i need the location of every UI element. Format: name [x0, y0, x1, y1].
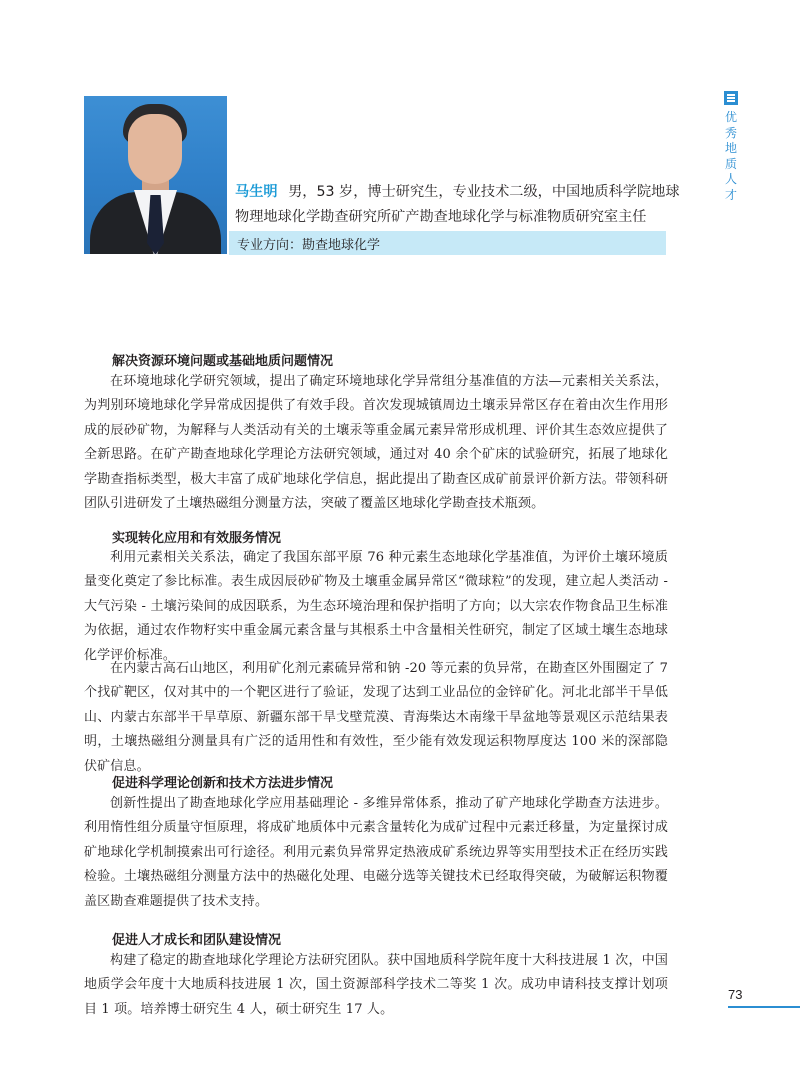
section-paragraph: 构建了稳定的勘查地球化学理论方法研究团队。获中国地质科学院年度十大科技进展 1 次，中国地质学会年度十大地质科技进展 1 次，国土资源部科学技术二等奖 1 次。成功申请科技支撑计划项目 1 项。培养博士研究生 4 人，硕士研究生 17 人。 — [84, 953, 668, 1017]
section-title: 解决资源环境问题或基础地质问题情况 — [112, 354, 334, 369]
page-number: 73 — [728, 987, 743, 1002]
profile-details: 男，53 岁，博士研究生，专业技术二级，中国地质科学院地球物理地球化学勘查研究所矿产勘查地球化学与标准物质研究室主任 — [235, 184, 680, 225]
section-paragraph: 在环境地球化学研究领域，提出了确定环境地球化学异常组分基准值的方法—元素相关关系法，为判别环境地球化学异常成因提供了有效手段。首次发现城镇周边土壤汞异常区存在着由次生作用形成的辰砂矿物，为解释与人类活动有关的土壤汞等重金属元素异常形成机理、评价其生态效应提供了全新思路。在矿产勘查地球化学理论方法研究领域，通过对 40 余个矿床的试验研究，拓展了地球化学勘查指标类型，极大丰富了成矿地球化学信息，据此提出了勘查区成矿前景评价新方法。带领科研团队引进研发了土壤热磁组分测量方法，突破了覆盖区地球化学勘查技术瓶颈。 — [84, 374, 668, 512]
profile-bio — [235, 180, 685, 230]
section-title: 促进科学理论创新和技术方法进步情况 — [112, 776, 334, 791]
page-rule — [728, 1006, 800, 1008]
category-icon — [724, 91, 738, 105]
section-paragraph: 利用元素相关关系法，确定了我国东部平原 76 种元素生态地球化学基准值，为评价土壤环境质量变化奠定了参比标准。表生成因辰砂矿物及土壤重金属异常区“微球粒”的发现，建立起人类活动 - 大气污染 - 土壤污染间的成因联系，为生态环境治理和保护指明了方向；以大宗农作物食品卫生标准为依据，通过农作物籽实中重金属元素含量与其根系土中含量相关性研究，制定了区域土壤生态地球化学评价标准。 — [84, 550, 668, 663]
field-bar — [229, 231, 666, 255]
section-title: 促进人才成长和团队建设情况 — [112, 933, 282, 948]
section-paragraph: 在内蒙古高石山地区，利用矿化剂元素硫异常和钠 -20 等元素的负异常，在勘查区外围圈定了 7 个找矿靶区，仅对其中的一个靶区进行了验证，发现了达到工业品位的金锌矿化。河北北部半干旱低山、内蒙古东部半干旱草原、新疆东部干旱戈壁荒漠、青海柴达木南缘干旱盆地等景观区示范结果表明，土壤热磁组分测量具有广泛的适用性和有效性，至少能有效发现运积物厚度达 100 米的深部隐伏矿信息。 — [84, 661, 668, 774]
category-label: 优秀地质人才 — [724, 110, 737, 202]
profile-field: 专业方向：勘查地球化学 — [237, 238, 381, 253]
portrait-photo — [84, 96, 227, 254]
section-paragraph: 创新性提出了勘查地球化学应用基础理论 - 多维异常体系，推动了矿产地球化学勘查方法进步。利用惰性组分质量守恒原理，将成矿地质体中元素含量转化为成矿过程中元素迁移量，为定量探讨成矿地球化学机制摸索出可行途径。利用元素负异常界定热液成矿系统边界等实用型技术正在经历实践检验。土壤热磁组分测量方法中的热磁化处理、电磁分选等关键技术已经取得突破，为破解运积物覆盖区勘查难题提供了技术支持。 — [84, 796, 668, 909]
profile-name: 马生明 — [235, 184, 278, 200]
section-title: 实现转化应用和有效服务情况 — [112, 531, 282, 546]
